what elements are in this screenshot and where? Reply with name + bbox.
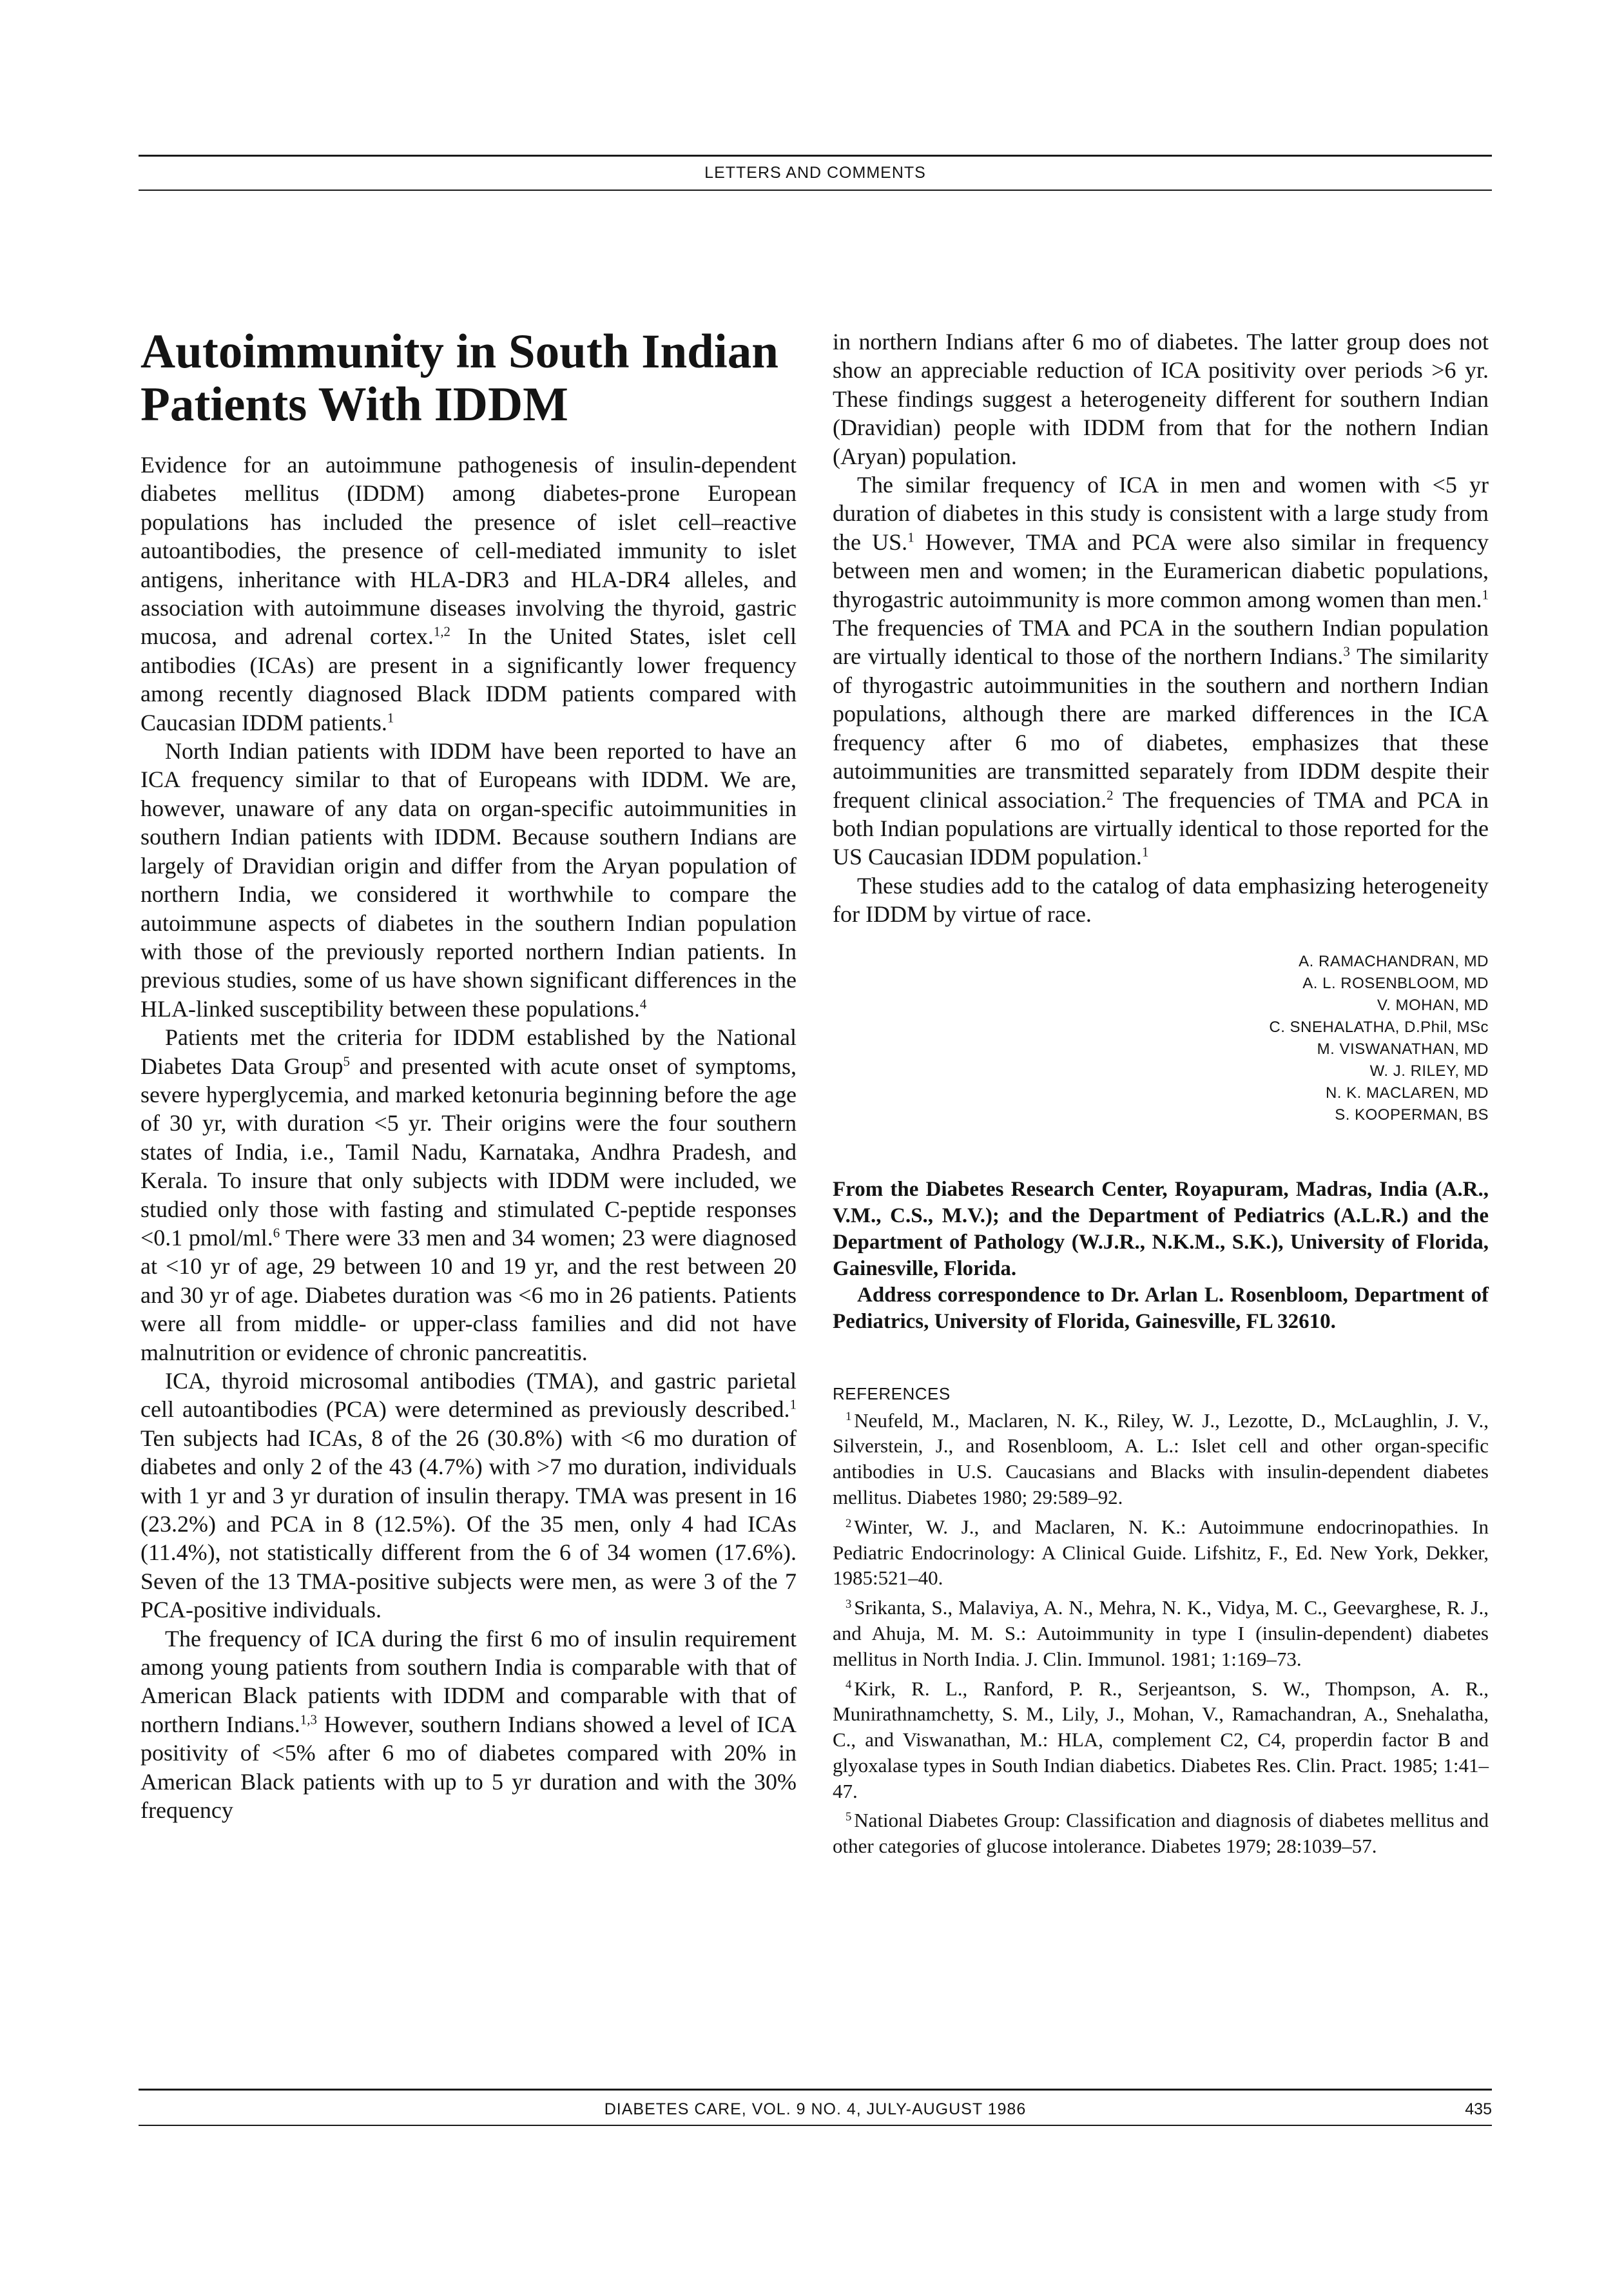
paragraph-1 [140,451,797,737]
author-name: N. K. MACLAREN, MD [1325,1084,1489,1102]
footer-rule-bottom [139,2125,1492,2126]
reference-text: Winter, W. J., and Maclaren, N. K.: Autoimmune endocrinopathies. In Pediatric Endocrinology: A Clinical Guide. Lifshitz, F., Ed. New York, Dekker, 1985:521–40. [833,1515,1489,1590]
reference-number: 1 [846,1410,852,1424]
citation: 6 [273,1225,280,1241]
reference-text: Kirk, R. L., Ranford, P. R., Serjeantson, S. W., Thompson, A. R., Munirathnamchetty, S. M., Lily, J., Mohan, V., Ramachandran, A., Snehalatha, C., and Viswanathan, M.: HLA, complement C2, C4, properdin factor B and glyoxalase types in South Indian diabetics. Diabetes Res. Clin. Pract. 1985; 1:41–47. [833,1677,1489,1802]
reference-item [833,1408,1489,1510]
reference-item [833,1808,1489,1859]
author-name: C. SNEHALATHA, D.Phil, MSc [1269,1018,1489,1036]
title-line-2: Patients With IDDM [140,378,568,431]
citation: 1 [789,1396,797,1412]
paragraph-5-tail: However, southern Indians showed a level of ICA positivity of <5% after 6 mo of diabetes compared with 20% in American Black patients with up to 5 yr duration and with the 30% frequency [140,1711,797,1824]
affiliation-text: From the Diabetes Research Center, Royapuram, Madras, India (A.R., V.M., C.S., M.V.); and the Department of Pediatrics (A.L.R.) and the Department of Pathology (W.J.R., N.K.M., S.K.), University of Florida, Gainesville, Florida. [833,1177,1489,1280]
reference-text: Neufeld, M., Maclaren, N. K., Riley, W. J., Lezotte, D., McLaughlin, J. V., Silverstein, J., and Rosenbloom, A. L.: Islet cell and other organ-specific antibodies in U.S. Caucasians and Blacks with insulin-dependent diabetes mellitus. Diabetes 1980; 29:589–92. [833,1409,1489,1508]
author-signatures [833,951,1489,1126]
author-name: W. J. RILEY, MD [1369,1062,1489,1080]
reference-number: 4 [846,1678,852,1692]
paragraph-3-tail: and presented with acute onset of symptoms, severe hyperglycemia, and marked ketonuria beginning before the age of 30 yr, with duration <5 yr. Their origins were the four southern states of India, i.e., Tamil Nadu, Karnataka, Andhra Pradesh, and Kerala. To insure that only subjects with IDDM were included, we studied only those with fasting and stimulated C-peptide responses <0.1 pmol/ml. [140,1053,797,1251]
paragraph-3 [140,1023,797,1367]
paragraph-3-text: Patients met the criteria for IDDM established by the National Diabetes Data Group [140,1024,797,1079]
reference-number: 5 [846,1810,852,1824]
affiliation-block [833,1176,1489,1335]
paragraph-5-text: The frequency of ICA during the first 6 mo of insulin requirement among young patients from southern India is comparable with that of American Black patients with IDDM and comparable with that of northern Indians. [140,1625,797,1737]
reference-number: 2 [846,1516,852,1530]
paragraph-2 [140,737,797,1023]
paragraph-6-text: in northern Indians after 6 mo of diabetes. The latter group does not show an appreciable reduction of ICA positivity over periods >6 yr. These findings suggest a heterogeneity different for southern Indian (Dravidian) people with IDDM from that for the nothern Indian (Aryan) population. [833,329,1489,469]
author-name: A. RAMACHANDRAN, MD [1299,952,1489,970]
paragraph-7-tail-3: The similarity of thyrogastric autoimmunities in the southern and northern Indian populations, although there are marked differences in the ICA frequency after 6 mo of diabetes, emphasizes that these autoimmunities are transmitted separately from IDDM despite their frequent clinical association. [833,643,1489,813]
running-head: LETTERS AND COMMENTS [704,164,926,182]
author-name: A. L. ROSENBLOOM, MD [1302,974,1489,992]
citation: 1 [387,710,394,726]
citation: 1,3 [300,1712,317,1728]
citation: 1 [907,529,914,545]
reference-text: National Diabetes Group: Classification and diagnosis of diabetes mellitus and other categories of glucose intolerance. Diabetes 1979; 28:1039–57. [833,1809,1489,1858]
footer-rule-top [139,2089,1492,2091]
citation: 2 [1107,786,1114,803]
article-title [140,326,797,431]
reference-number: 3 [846,1597,852,1611]
paragraph-8-text: These studies add to the catalog of data emphasizing heterogeneity for IDDM by virtue of race. [833,872,1489,928]
citation: 1,2 [433,623,450,639]
paragraph-7 [833,471,1489,872]
paragraph-4 [140,1367,797,1624]
paragraph-7-tail: However, TMA and PCA were also similar in frequency between men and women; in the Euramerican diabetic populations, thyrogastric autoimmunity is more common among women than men. [833,529,1489,612]
paragraph-4-text: ICA, thyroid microsomal antibodies (TMA), and gastric parietal cell autoantibodies (PCA) were determined as previously described. [140,1368,797,1423]
header-rule-bottom [139,190,1492,191]
paragraph-2-text: North Indian patients with IDDM have been reported to have an ICA frequency similar to that of Europeans with IDDM. We are, however, unaware of any data on organ-specific autoimmunities in southern Indian patients with IDDM. Because southern Indians are largely of Dravidian origin and differ from the Aryan population of northern India, we considered it worthwhile to compare the autoimmune aspects of diabetes in the southern Indian population with those of the previously reported northern Indian patients. In previous studies, some of us have shown significant differences in the HLA-linked susceptibility between these populations. [140,738,797,1022]
paragraph-6 [833,327,1489,471]
reference-item [833,1514,1489,1591]
paragraph-5 [140,1624,797,1825]
reference-text: Srikanta, S., Malaviya, A. N., Mehra, N. K., Vidya, M. C., Geevarghese, R. J., and Ahuja, M. M. S.: Autoimmunity in type I (insulin-dependent) diabetes mellitus in North India. J. Clin. Immunol. 1981; 1:169–73. [833,1596,1489,1670]
reference-item [833,1595,1489,1672]
paragraph-7-text: The similar frequency of ICA in men and women with <5 yr duration of diabetes in this study is consistent with a large study from the US. [833,472,1489,555]
author-name: M. VISWANATHAN, MD [1317,1040,1489,1058]
paragraph-7-tail-2: The frequencies of TMA and PCA in the southern Indian population are virtually identical to those of the northern Indians. [833,615,1489,670]
title-line-1: Autoimmunity in South Indian [140,325,778,378]
paragraph-1-tail: In the United States, islet cell antibodies (ICAs) are present in a significantly lower frequency among recently diagnosed Black IDDM patients compared with Caucasian IDDM patients. [140,623,797,736]
footer-journal-citation: DIABETES CARE, VOL. 9 NO. 4, JULY-AUGUST 1986 [604,2100,1027,2118]
left-column [140,326,797,1825]
paragraph-8 [833,872,1489,929]
citation: 5 [343,1053,350,1069]
references-heading: REFERENCES [833,1383,951,1403]
citation: 1 [1482,587,1489,603]
page-number: 435 [1465,2100,1492,2118]
paragraph-4-tail: Ten subjects had ICAs, 8 of the 26 (30.8%) with <6 mo duration of diabetes and only 2 of the 43 (4.7%) with >7 mo duration, individuals with 1 yr and 3 yr duration of insulin therapy. TMA was present in 16 (23.2%) and PCA in 8 (12.5%). Of the 35 men, only 4 had ICAs (11.4%), not statistically different from the 6 of 34 women (17.6%). Seven of the 13 TMA-positive subjects were men, as were 3 of the 7 PCA-positive individuals. [140,1425,797,1623]
correspondence-text: Address correspondence to Dr. Arlan L. Rosenbloom, Department of Pediatrics, University of Florida, Gainesville, FL 32610. [833,1283,1489,1333]
paragraph-1-text: Evidence for an autoimmune pathogenesis of insulin-dependent diabetes mellitus (IDDM) among diabetes-prone European populations has included the presence of islet cell–reactive autoantibodies, the presence of cell-mediated immunity to islet antigens, inheritance with HLA-DR3 and HLA-DR4 alleles, and association with autoimmune diseases involving the thyroid, gastric mucosa, and adrenal cortex. [140,452,797,650]
citation: 4 [639,996,647,1012]
paragraph-3-tail-2: There were 33 men and 34 women; 23 were diagnosed at <10 yr of age, 29 between 10 and 19 yr, and the rest between 20 and 30 yr of age. Diabetes duration was <6 mo in 26 patients. Patients were all from middle- or upper-class families and did not have malnutrition or evidence of chronic pancreatitis. [140,1224,797,1365]
right-column [833,327,1489,1859]
citation: 1 [1141,844,1149,860]
header-rule-top [139,155,1492,157]
reference-item [833,1676,1489,1804]
author-name: V. MOHAN, MD [1377,996,1489,1014]
author-name: S. KOOPERMAN, BS [1335,1106,1489,1124]
citation: 3 [1343,643,1350,659]
paragraph-7-tail-4: The frequencies of TMA and PCA in both Indian populations are virtually identical to those reported for the US Caucasian IDDM population. [833,786,1489,870]
